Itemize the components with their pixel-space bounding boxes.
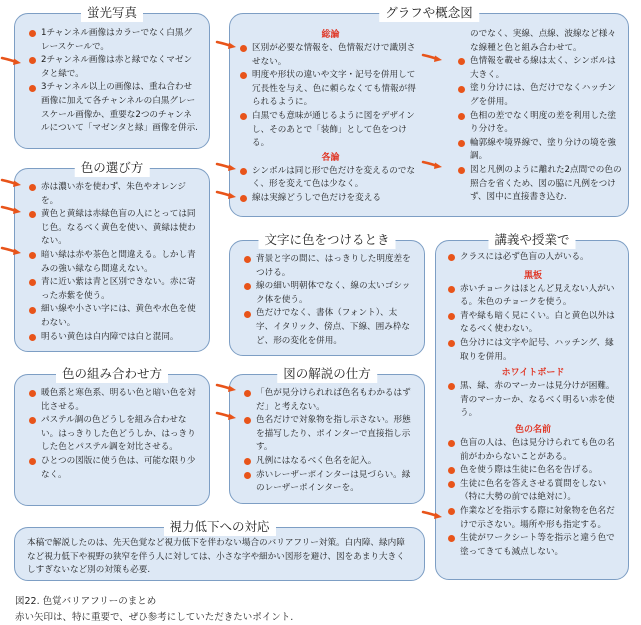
list-item-text: 赤いチョークはほとんど見えない人がいる。朱色のチョークを使う。 xyxy=(460,283,615,308)
list-item xyxy=(446,464,620,478)
bullet-icon xyxy=(29,30,36,37)
bullet-icon xyxy=(244,458,251,465)
list-item-text: 色盲の人は、色は見分けられても色の名前がわからないことがある。 xyxy=(460,437,615,462)
list-item xyxy=(27,387,199,414)
bullet-icon xyxy=(240,168,247,175)
list-item xyxy=(446,283,620,310)
list-item-text: 細い線や小さい字には、黄色や水色を使わない。 xyxy=(41,304,196,328)
bullet-icon xyxy=(244,283,251,290)
bullet-icon xyxy=(29,390,36,397)
list-item-text: 色情報を載せる線は太く、シンボルは大きく。 xyxy=(470,56,616,80)
bullet-icon xyxy=(29,211,36,218)
panel-text-color xyxy=(229,232,425,356)
bullet-icon xyxy=(29,57,36,64)
bullet-icon xyxy=(458,113,465,120)
subhead-color-names: 色の名前 xyxy=(514,424,551,435)
list-item-text: 図と凡例のように離れた2点間での色の照合を省くため、図の脇に凡例をつけず、図中に直接書き込む. xyxy=(470,164,622,203)
list-item xyxy=(446,437,620,464)
subhead-blackboard: 黒板 xyxy=(523,270,542,281)
list-item xyxy=(242,387,414,414)
list-item xyxy=(456,164,624,205)
bullet-icon xyxy=(29,252,36,259)
bullet-icon xyxy=(448,340,455,347)
list-item-text: 赤は濃い赤を使わず、朱色やオレンジを。 xyxy=(41,182,186,206)
list-item xyxy=(242,414,414,455)
list-item-text: シンボルは同じ形で色だけを変えるのでなく、形を変えて色は少なく。 xyxy=(252,165,416,190)
important-arrow-icon xyxy=(1,56,23,68)
list-item-text: 色名だけで対象物を指し示さない。形態を描写したり、ポインターで直接指し示す。 xyxy=(256,415,411,453)
panel-title: 色の組み合わせ方 xyxy=(56,365,168,383)
list-item xyxy=(27,81,199,135)
bullet-icon xyxy=(448,440,455,447)
bullet-icon xyxy=(29,85,36,92)
bullet-icon xyxy=(240,195,247,202)
bullet-icon xyxy=(458,167,465,174)
list-item xyxy=(238,165,423,192)
subhead-detail: 各論 xyxy=(321,152,340,163)
list-item xyxy=(456,137,624,164)
panel-lecture xyxy=(435,232,629,580)
bullet-icon xyxy=(244,417,251,424)
list-item-text: 線は実線どうしで色だけを変える xyxy=(252,192,381,203)
list-item xyxy=(238,110,423,151)
list-item xyxy=(242,307,414,348)
important-arrow-icon xyxy=(422,53,444,65)
explanation-list xyxy=(242,387,414,496)
important-arrow-icon xyxy=(422,160,444,172)
list-item-text: 区別が必要な情報を、色情報だけで識別させない。 xyxy=(252,43,416,67)
lecture-top-list xyxy=(446,251,620,265)
panel-title: 色の選び方 xyxy=(75,159,150,177)
important-arrow-icon xyxy=(216,162,238,174)
important-arrow-icon xyxy=(216,190,238,202)
figure-caption: 図22. 色覚バリアフリーのまとめ xyxy=(15,596,157,607)
panel-color-choice xyxy=(14,160,210,352)
bullet-icon xyxy=(448,254,455,261)
list-item xyxy=(446,310,620,337)
bullet-icon xyxy=(448,383,455,390)
bullet-icon xyxy=(458,58,465,65)
list-item-text: 暗い緑は赤や茶色と間違える。しかし青みの強い緑なら間違えない。 xyxy=(41,249,196,274)
list-item xyxy=(238,192,423,206)
bullet-icon xyxy=(29,334,36,341)
list-item-text: 白黒でも意味が通じるように図をデザインし、そのあとで「装飾」として色をつける。 xyxy=(252,110,415,149)
graphs-detail-right-list xyxy=(456,55,624,205)
bullet-icon xyxy=(448,508,455,515)
list-item xyxy=(27,249,199,276)
bullet-icon xyxy=(29,184,36,191)
subhead-general: 総論 xyxy=(321,30,340,40)
panel-graphs xyxy=(229,5,629,217)
bullet-icon xyxy=(448,481,455,488)
panel-title: 講義や授業で xyxy=(488,231,575,249)
graphs-detail-left-list xyxy=(238,165,423,206)
list-item-text: 明度や形状の違いや文字・記号を併用して冗長性を与え、色に頼らなくても情報が得られるように。 xyxy=(252,70,416,108)
list-item-text: 塗り分けには、色だけでなくハッチングを併用。 xyxy=(470,83,616,107)
list-item-text: 3チャンネル以上の画像は、重ね合わせ画像に加えて各チャンネルの白黒グレースケール画像か、重要な2つのチャンネルについて「マゼンタと緑」画像を併示. xyxy=(41,82,198,134)
bullet-icon xyxy=(458,140,465,147)
important-arrow-icon xyxy=(216,411,238,423)
list-item-text: 1チャンネル画像はカラーでなく白黒グレースケールで。 xyxy=(41,28,193,52)
figure-note: 赤い矢印は、特に重要で、ぜひ参考にしていただきたいポイント. xyxy=(15,612,294,623)
list-item-text: 作業などを指示する際に対象物を色名だけで示さない。場所や形も指定する。 xyxy=(460,505,615,530)
list-item xyxy=(242,469,414,496)
list-item xyxy=(27,276,199,303)
bullet-icon xyxy=(29,307,36,314)
panel-title: 文字に色をつけるとき xyxy=(258,231,395,249)
list-item-text: 暖色系と寒色系、明るい色と暗い色を対比させる。 xyxy=(41,388,196,412)
graphs-general-list xyxy=(238,42,423,151)
list-item-text: パステル調の色どうしを組み合わせない。はっきりした色どうしか、はっきりした色とパステル調を対比させる。 xyxy=(41,415,196,453)
list-item-text: 凡例にはなるべく色名を記入。 xyxy=(256,455,377,466)
list-item xyxy=(27,27,199,54)
list-item xyxy=(446,478,620,505)
important-arrow-icon xyxy=(216,40,238,52)
list-item xyxy=(446,251,620,265)
low-vision-text: 本稿で解説したのは、先天色覚など視力低下を伴わない場合のバリアフリー対策。白内障、緑内障など視力低下や視野の狭窄を伴う人に対しては、小さな字や細かい図形を避け、図をあまり大きくしすぎないなど別の対策も必要. xyxy=(27,538,405,576)
important-arrow-icon xyxy=(216,383,238,395)
list-item-text: 色分けには文字や記号、ハッチング、縁取りを併用。 xyxy=(460,337,614,362)
important-arrow-icon xyxy=(1,178,23,190)
list-item-text: 赤いレーザーポインターは見づらい。緑のレーザーポインターを。 xyxy=(256,469,411,494)
list-item xyxy=(446,505,620,532)
bullet-icon xyxy=(448,313,455,320)
panel-title: 視力低下への対応 xyxy=(163,518,275,536)
list-item-text: 背景と字の間に、はっきりした明度差をつける。 xyxy=(256,254,411,278)
bullet-icon xyxy=(458,86,465,93)
list-item-text: 2チャンネル画像は赤と緑でなくマゼンタと緑で。 xyxy=(41,55,193,79)
important-arrow-icon xyxy=(1,246,23,258)
list-item xyxy=(242,280,414,307)
bullet-icon xyxy=(448,286,455,293)
list-item xyxy=(456,82,624,109)
list-item-text: ひとつの図版に使う色は、可能な限り少なく。 xyxy=(41,455,196,480)
list-item-text: 明るい黄色は白内障では白と混同。 xyxy=(41,331,179,342)
list-item xyxy=(27,181,199,208)
list-item xyxy=(446,337,620,364)
bullet-icon xyxy=(240,113,247,120)
list-item-text: 生徒がワークシート等を指示と違う色で塗ってきても減点しない。 xyxy=(460,533,615,557)
panel-title: 蛍光写真 xyxy=(81,4,143,22)
lecture-whiteboard-list xyxy=(446,380,620,421)
list-item xyxy=(446,380,620,421)
panel-title: グラフや概念図 xyxy=(379,4,479,22)
list-item xyxy=(27,208,199,249)
list-item-text: 黒、緑、赤のマーカーは見分けが困難。青のマーカーか、なるべく明るい赤を使う。 xyxy=(460,381,615,419)
important-arrow-icon xyxy=(422,510,444,522)
panel-fluorescence xyxy=(14,5,210,149)
list-item xyxy=(27,414,199,455)
list-item-text: 「色が見分けられれば色名もわかるはずだ」と考えない。 xyxy=(256,388,411,412)
lecture-names-list xyxy=(446,437,620,559)
bullet-icon xyxy=(244,311,251,318)
list-item xyxy=(238,42,423,69)
list-item-text: 黄色と黄緑は赤緑色盲の人にとっては同じ色。なるべく黄色を使い、黄緑は使わない。 xyxy=(41,209,196,247)
graphs-continuation: のでなく、実線、点線、波線など様々な線種と色と組み合わせて。 xyxy=(470,29,616,53)
panel-title: 図の解説の仕方 xyxy=(277,365,377,383)
list-item xyxy=(27,331,199,345)
list-item xyxy=(456,55,624,82)
bullet-icon xyxy=(244,256,251,263)
important-arrow-icon xyxy=(1,205,23,217)
bullet-icon xyxy=(448,467,455,474)
text-color-list xyxy=(242,253,414,348)
list-item-text: 生徒に色名を答えさせる質問をしない（特に大勢の前では絶対に）。 xyxy=(460,478,607,503)
list-item xyxy=(456,110,624,137)
list-item-text: クラスには必ず色盲の人がいる。 xyxy=(460,252,589,262)
bullet-icon xyxy=(29,417,36,424)
list-item xyxy=(242,253,414,280)
list-item xyxy=(238,69,423,110)
list-item-text: 線の細い明朝体でなく、線の太いゴシック体を使う。 xyxy=(256,281,411,305)
list-item-text: 青や緑も暗く見にくい。白と黄色以外はなるべく使わない。 xyxy=(460,310,615,335)
list-item xyxy=(242,455,414,469)
bullet-icon xyxy=(29,279,36,286)
list-item xyxy=(446,532,620,559)
fluorescence-list xyxy=(27,27,199,136)
bullet-icon xyxy=(448,535,455,542)
list-item xyxy=(27,303,199,330)
panel-explanation xyxy=(229,366,425,504)
bullet-icon xyxy=(244,390,251,397)
list-item-text: 色だけでなく、書体（フォント）、太字、イタリック、傍点、下線、囲み枠など、形の変化を併用。 xyxy=(256,308,411,346)
lecture-blackboard-list xyxy=(446,283,620,365)
bullet-icon xyxy=(244,472,251,479)
list-item xyxy=(27,455,199,482)
list-item-text: 色相の差でなく明度の差を利用した塗り分けを。 xyxy=(470,110,617,135)
list-item-text: 色を使う際は生徒に色名を告げる。 xyxy=(460,465,598,476)
panel-combination xyxy=(14,366,210,506)
list-item-text: 青に近い紫は青と区別できない。赤に寄った赤紫を使う。 xyxy=(41,277,196,301)
bullet-icon xyxy=(29,458,36,465)
bullet-icon xyxy=(240,45,247,52)
combination-list xyxy=(27,387,199,482)
color-choice-list xyxy=(27,181,199,344)
panel-low-vision xyxy=(14,519,425,581)
list-item-text: 輪郭線や境界線で、塗り分けの境を強調。 xyxy=(470,137,616,162)
subhead-whiteboard: ホワイトボード xyxy=(501,368,565,379)
bullet-icon xyxy=(240,72,247,79)
list-item xyxy=(27,54,199,81)
